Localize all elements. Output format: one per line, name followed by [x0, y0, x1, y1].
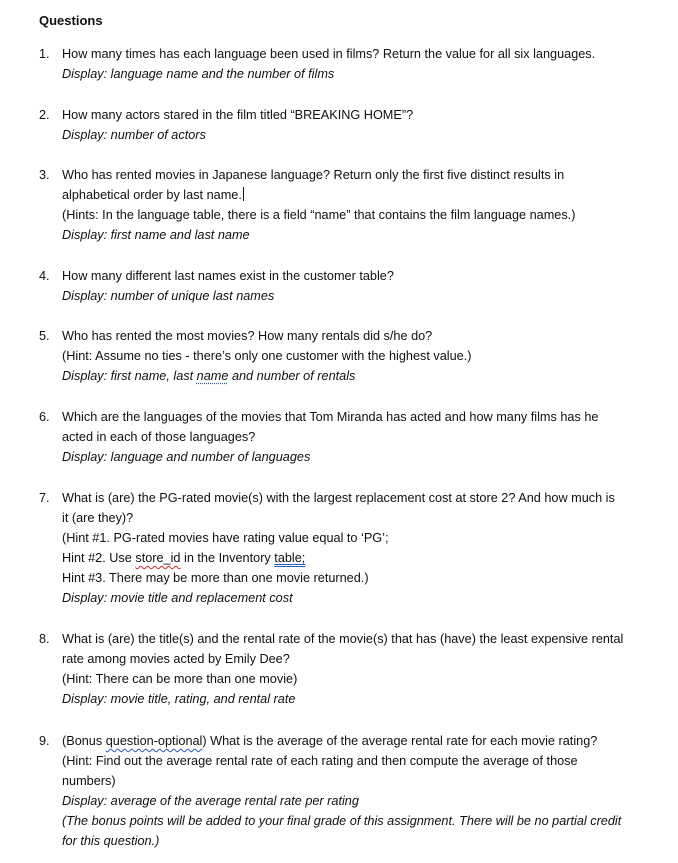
- question-number: 1.: [39, 47, 50, 61]
- hint-text: (Hint: There can be more than one movie): [62, 672, 298, 686]
- question-2: [39, 105, 669, 145]
- question-4: [39, 266, 669, 306]
- display-instruction: Display: language name and the number of films: [62, 67, 335, 81]
- question-number: 4.: [39, 269, 50, 283]
- text-cursor: [243, 187, 244, 201]
- hint-text: (Hint: Assume no ties - there’s only one customer with the highest value.): [62, 349, 472, 363]
- display-instruction: Display: first name and last name: [62, 228, 250, 242]
- question-text-continued: it (are they)?: [62, 511, 134, 525]
- bonus-note-continued: for this question.): [62, 834, 160, 848]
- question-text: [62, 731, 669, 751]
- question-text: What is (are) the PG-rated movie(s) with the largest replacement cost at store 2? And how much is: [62, 491, 615, 505]
- question-text-fragment: alphabetical order by last name.: [62, 188, 242, 202]
- question-1: [39, 44, 669, 84]
- hint-fragment: in the Inventory: [180, 551, 275, 565]
- hint-text: Hint #3. There may be more than one movie returned.): [62, 571, 369, 585]
- question-text: Which are the languages of the movies that Tom Miranda has acted and how many films has he: [62, 410, 599, 424]
- display-instruction: Display: movie title, rating, and rental rate: [62, 692, 296, 706]
- hint-text: (Hints: In the language table, there is a field “name” that contains the film language names.): [62, 208, 576, 222]
- display-instruction: Display: number of actors: [62, 128, 206, 142]
- question-3: [39, 165, 669, 245]
- question-text: How many actors stared in the film titled “BREAKING HOME”?: [62, 108, 414, 122]
- spelling-flagged-word: store_id: [135, 551, 181, 565]
- grammar-flagged-word: question-optional: [105, 734, 203, 748]
- question-text-continued: acted in each of those languages?: [62, 430, 256, 444]
- display-instruction: Display: movie title and replacement cost: [62, 591, 293, 605]
- question-fragment: ) What is the average of the average rental rate for each movie rating?: [202, 734, 598, 748]
- question-number: 3.: [39, 168, 50, 182]
- page-title: Questions: [39, 13, 103, 28]
- display-fragment: and number of rentals: [228, 369, 356, 383]
- hint-text-continued: numbers): [62, 774, 116, 788]
- question-text: How many times has each language been used in films? Return the value for all six languages.: [62, 47, 596, 61]
- hint-fragment: Hint #2. Use: [62, 551, 136, 565]
- question-text: Who has rented the most movies? How many rentals did s/he do?: [62, 329, 433, 343]
- display-instruction: Display: number of unique last names: [62, 289, 275, 303]
- question-6: [39, 407, 669, 467]
- bonus-note: (The bonus points will be added to your final grade of this assignment. There will be no partial credit: [62, 814, 622, 828]
- question-number: 9.: [39, 734, 50, 748]
- question-fragment: (Bonus: [62, 734, 106, 748]
- question-number: 8.: [39, 632, 50, 646]
- grammar-flagged-word: table;: [274, 551, 306, 565]
- display-fragment: Display: first name, last: [62, 369, 197, 383]
- display-instruction: Display: average of the average rental rate per rating: [62, 794, 359, 808]
- question-8: [39, 629, 669, 709]
- question-number: 5.: [39, 329, 50, 343]
- display-instruction: [62, 366, 669, 386]
- question-text: What is (are) the title(s) and the rental rate of the movie(s) that has (have) the least expensive rental: [62, 632, 624, 646]
- question-7: [39, 488, 669, 608]
- question-number: 6.: [39, 410, 50, 424]
- question-5: [39, 326, 669, 386]
- question-9: [39, 731, 669, 851]
- question-text: Who has rented movies in Japanese language? Return only the first five distinct results in: [62, 168, 565, 182]
- question-number: 7.: [39, 491, 50, 505]
- question-number: 2.: [39, 108, 50, 122]
- question-text-continued: [62, 185, 669, 205]
- question-text: How many different last names exist in the customer table?: [62, 269, 394, 283]
- hint-text: (Hint #1. PG-rated movies have rating value equal to ‘PG’;: [62, 531, 389, 545]
- hint-text: [62, 548, 669, 568]
- grammar-flagged-word: name: [196, 369, 229, 383]
- display-instruction: Display: language and number of languages: [62, 450, 311, 464]
- question-text-continued: rate among movies acted by Emily Dee?: [62, 652, 290, 666]
- hint-text: (Hint: Find out the average rental rate of each rating and then compute the average of those: [62, 754, 578, 768]
